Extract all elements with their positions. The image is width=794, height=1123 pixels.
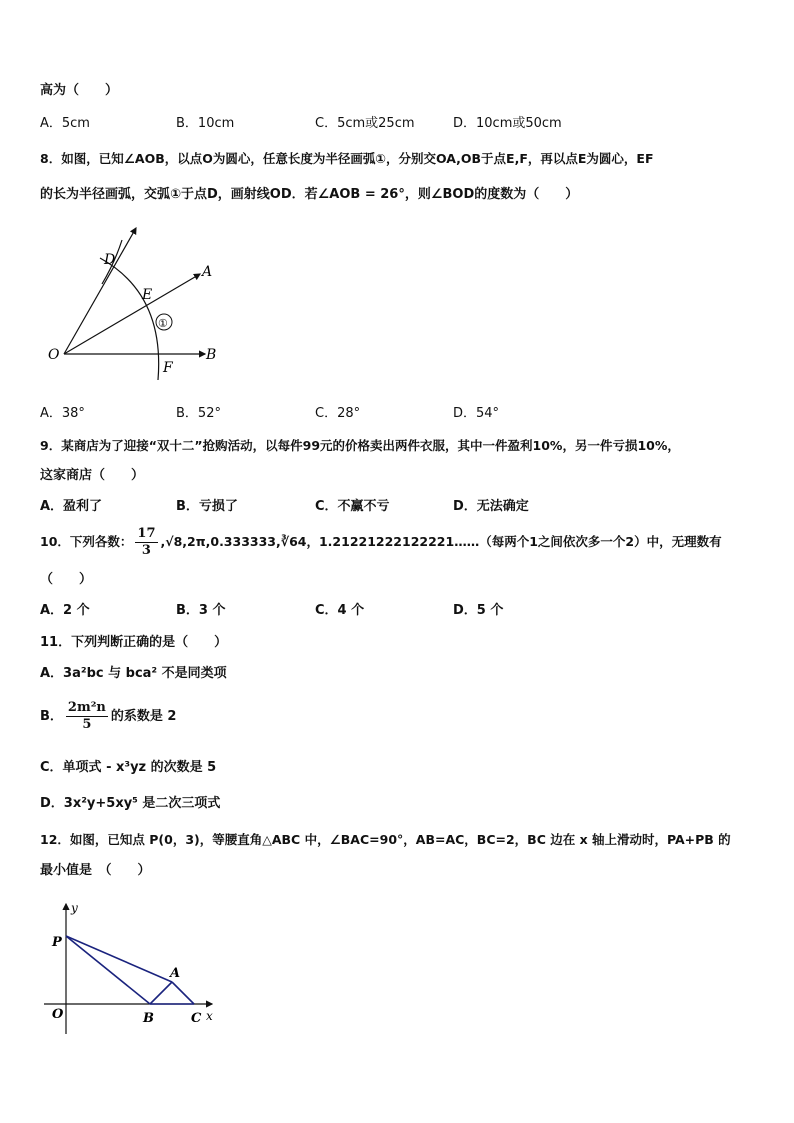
label-d: D (104, 252, 116, 268)
q9-option-d[interactable]: D．无法确定 (453, 499, 529, 514)
segment-ac (172, 982, 194, 1004)
q7-stem-tail: 高为（ ） (40, 83, 119, 98)
label-x: x (206, 1009, 213, 1023)
q8-option-c[interactable]: C．28° (315, 406, 361, 421)
q10-fraction (135, 526, 157, 559)
label-a: A (202, 264, 213, 280)
q9-option-b[interactable]: B．亏损了 (176, 499, 238, 514)
q10-option-c[interactable]: C．4 个 (315, 603, 365, 618)
q8-option-a[interactable]: A．38° (40, 406, 85, 421)
q8-option-d[interactable]: D．54° (453, 406, 500, 421)
q7-option-c[interactable]: C．5cm或25cm (315, 116, 415, 131)
q8-figure (40, 222, 280, 382)
q11-option-b-den: 5 (82, 717, 92, 732)
q10-option-b[interactable]: B．3 个 (176, 603, 226, 618)
q9-stem-line2: 这家商店（ ） (40, 468, 145, 483)
q9-option-a[interactable]: A．盈利了 (40, 499, 103, 514)
q11-option-b-prefix: B． (40, 709, 63, 724)
q10-number-list: ,√8,2π,0.333333,∛64，1.21221222122221……（每两个1之间依次多一个2）中，无理数有 (160, 534, 722, 549)
ray-od (64, 228, 136, 354)
label-o: O (52, 1007, 64, 1022)
q7-option-a[interactable]: A．5cm (40, 116, 90, 131)
q10-option-d[interactable]: D．5 个 (453, 603, 504, 618)
q12-stem-line2: 最小值是 （ ） (40, 863, 151, 878)
label-o: O (48, 347, 60, 363)
label-e: E (142, 287, 153, 303)
ray-oa (64, 274, 200, 354)
segment-ba (150, 982, 172, 1004)
q11-option-b-fraction (66, 700, 108, 733)
q11-option-d[interactable]: D．3x²y+5xy⁵ 是二次三项式 (40, 796, 221, 811)
q12-figure (40, 898, 230, 1038)
q11-option-b-num: 2m²n (67, 700, 106, 715)
q8-option-b[interactable]: B．52° (176, 406, 221, 421)
segment-pb (66, 936, 150, 1004)
q10-stem-line2: （ ） (40, 572, 93, 587)
q10-frac-den: 3 (141, 543, 151, 558)
q12-stem-line1: 12．如图，已知点 P(0，3)，等腰直角△ABC 中，∠BAC=90°，AB=AC，BC=2，BC 边在 x 轴上滑动时，PA+PB 的 (40, 832, 731, 847)
label-c: C (191, 1011, 202, 1026)
segment-pa (66, 936, 172, 982)
q11-stem: 11．下列判断正确的是（ ） (40, 635, 228, 650)
q9-stem-line1: 9．某商店为了迎接“双十二”抢购活动，以每件99元的价格卖出两件衣服，其中一件盈利10%，另一件亏损10%， (40, 438, 680, 453)
label-b: B (143, 1011, 154, 1026)
label-p: P (52, 935, 62, 950)
q11-option-a[interactable]: A．3a²bc 与 bca² 不是同类项 (40, 666, 227, 681)
q8-stem-line1: 8．如图，已知∠AOB，以点O为圆心，任意长度为半径画弧①，分别交OA,OB于点E,F，再以点E为圆心，EF (40, 151, 654, 166)
label-f: F (163, 360, 173, 376)
label-b: B (206, 347, 217, 363)
q10-frac-num: 17 (137, 526, 156, 541)
q11-option-b-suffix: 的系数是 2 (110, 709, 177, 724)
label-a: A (170, 966, 181, 981)
label-circle-one: ① (158, 317, 168, 330)
q10-prefix: 10．下列各数： (40, 534, 133, 549)
q11-option-b[interactable] (40, 700, 176, 733)
q7-option-d[interactable]: D．10cm或50cm (453, 116, 562, 131)
q11-option-c[interactable]: C．单项式 - x³yz 的次数是 5 (40, 760, 217, 775)
q7-option-b[interactable]: B．10cm (176, 116, 235, 131)
label-y: y (71, 901, 78, 915)
q10-stem-line1 (40, 526, 722, 559)
q10-option-a[interactable]: A．2 个 (40, 603, 90, 618)
q9-option-c[interactable]: C．不赢不亏 (315, 499, 390, 514)
q8-stem-line2: 的长为半径画弧，交弧①于点D，画射线OD．若∠AOB = 26°，则∠BOD的度数为（ ） (40, 187, 579, 202)
